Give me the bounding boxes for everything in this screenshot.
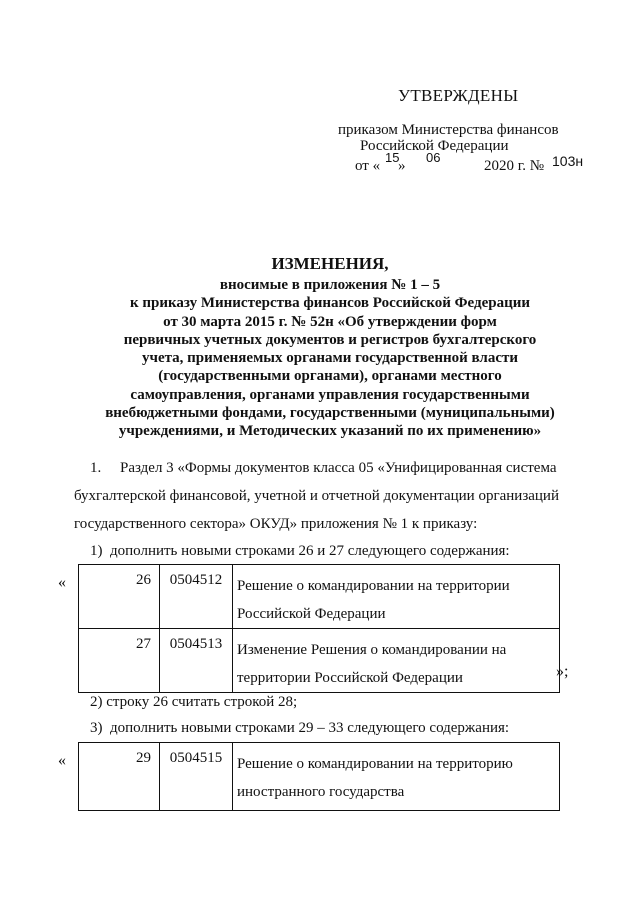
desc-line: Изменение Решения о командировании на — [237, 642, 507, 658]
desc-line: Российской Федерации — [237, 606, 386, 622]
approved-heading: УТВЕРЖДЕНЫ — [398, 86, 519, 105]
row-code: 0504512 — [160, 565, 233, 629]
table1-open-quote: « — [58, 574, 66, 591]
table-row — [79, 565, 560, 629]
table2-open-quote: « — [58, 752, 66, 769]
order-number: 103н — [552, 153, 584, 169]
subtitle-line: учреждениями, и Методических указаний по их применению» — [118, 423, 542, 440]
order-line-1: приказом Министерства финансов — [338, 122, 559, 138]
table-row — [79, 743, 560, 811]
date-prefix: от « — [355, 158, 381, 174]
list-item-2: 2) строку 26 считать строкой 28; — [90, 694, 298, 710]
row-description — [233, 565, 560, 629]
subtitle-line: внебюджетными фондами, государственными (муниципальными) — [105, 405, 555, 422]
subtitle-line: от 30 марта 2015 г. № 52н «Об утверждении форм — [163, 313, 497, 330]
paragraph-1-line-2: бухгалтерской финансовой, учетной и отчетной документации организаций — [74, 488, 559, 504]
list-item-1: 1) дополнить новыми строками 26 и 27 следующего содержания: — [90, 543, 510, 559]
order-line-2: Российской Федерации — [360, 138, 509, 154]
subtitle-line: самоуправления, органами управления государственными — [130, 386, 530, 403]
document-subtitle — [60, 276, 600, 441]
subtitle-line: учета, применяемых органами государственной власти — [141, 350, 518, 367]
row-number: 27 — [79, 629, 160, 693]
row-number: 26 — [79, 565, 160, 629]
desc-line: территории Российской Федерации — [237, 670, 463, 686]
date-year: 2020 г. № — [484, 158, 545, 174]
table1-close-quote: »; — [556, 663, 569, 680]
paragraph-1-line-3: государственного сектора» ОКУД» приложения № 1 к приказу: — [74, 516, 478, 532]
table-row — [79, 629, 560, 693]
date-day: 15 — [385, 150, 400, 165]
desc-line: Решение о командировании на территорию — [237, 756, 513, 772]
table-1 — [78, 564, 560, 693]
subtitle-line: (государственными органами), органами местного — [158, 368, 502, 385]
subtitle-line: к приказу Министерства финансов Российской Федерации — [129, 295, 531, 312]
document-title: ИЗМЕНЕНИЯ, — [271, 254, 389, 273]
row-code: 0504513 — [160, 629, 233, 693]
date-day-close: » — [398, 158, 406, 174]
list-item-3: 3) дополнить новыми строками 29 – 33 следующего содержания: — [90, 720, 510, 736]
row-description — [233, 629, 560, 693]
desc-line: иностранного государства — [237, 784, 405, 800]
row-number: 29 — [79, 743, 160, 811]
row-description — [233, 743, 560, 811]
table-2 — [78, 742, 560, 811]
subtitle-line: первичных учетных документов и регистров бухгалтерского — [123, 331, 537, 348]
paragraph-1-line-1: 1. Раздел 3 «Формы документов класса 05 «Унифицированная система — [90, 460, 557, 476]
row-code: 0504515 — [160, 743, 233, 811]
date-month: 06 — [426, 150, 441, 165]
desc-line: Решение о командировании на территории — [237, 578, 510, 594]
subtitle-line: вносимые в приложения № 1 – 5 — [219, 277, 441, 293]
